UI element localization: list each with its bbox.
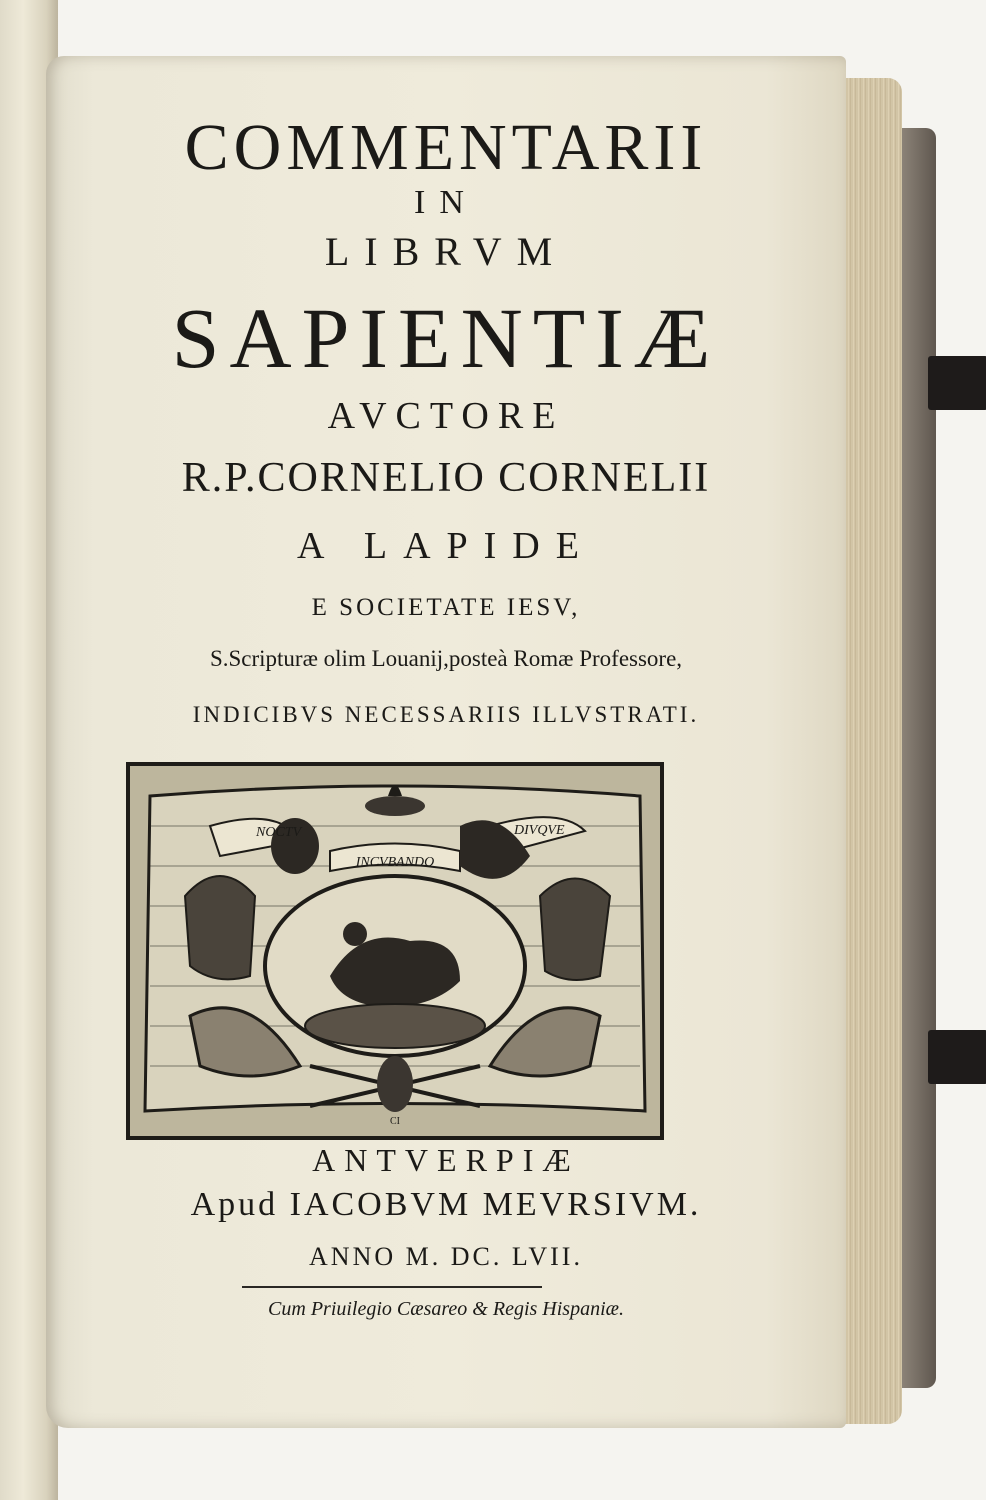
title-line-commentarii: COMMENTARII [184, 111, 708, 184]
banner-center-text: INCVBANDO [355, 855, 435, 870]
separator-rule [242, 1286, 542, 1288]
imprint-printer: Apud IACOBVM MEVRSIVM. [190, 1186, 702, 1223]
author-surname: A LAPIDE [297, 525, 595, 567]
ribbon-tab-upper [928, 356, 986, 410]
banner-right-text: DIVQVE [514, 823, 565, 838]
title-line-in: IN [414, 184, 478, 221]
ribbon-tab-lower [928, 1030, 986, 1084]
privilege-line: Cum Priuilegio Cæsareo & Regis Hispaniæ. [268, 1298, 624, 1320]
society-line: E SOCIETATE IESV, [311, 594, 581, 621]
indices-line: INDICIBVS NECESSARIIS ILLVSTRATI. [192, 702, 700, 727]
professor-line: S.Scripturæ olim Louanij,posteà Romæ Professore, [209, 646, 683, 671]
imprint-city: ANTVERPIÆ [312, 1142, 580, 1178]
imprint-year: ANNO M. DC. LVII. [309, 1242, 583, 1271]
title-line-sapientiae: SAPIENTIÆ [171, 290, 721, 386]
title-page [46, 56, 846, 1428]
banner-left-text: NOCTV [256, 825, 302, 840]
title-line-auctore: AVCTORE [327, 395, 565, 437]
author-name: R.P.CORNELIO CORNELII [181, 455, 711, 501]
printers-device-woodcut [126, 762, 664, 1140]
woodcut-monogram: CI [390, 1116, 400, 1127]
title-line-librum: LIBRVM [324, 229, 568, 274]
